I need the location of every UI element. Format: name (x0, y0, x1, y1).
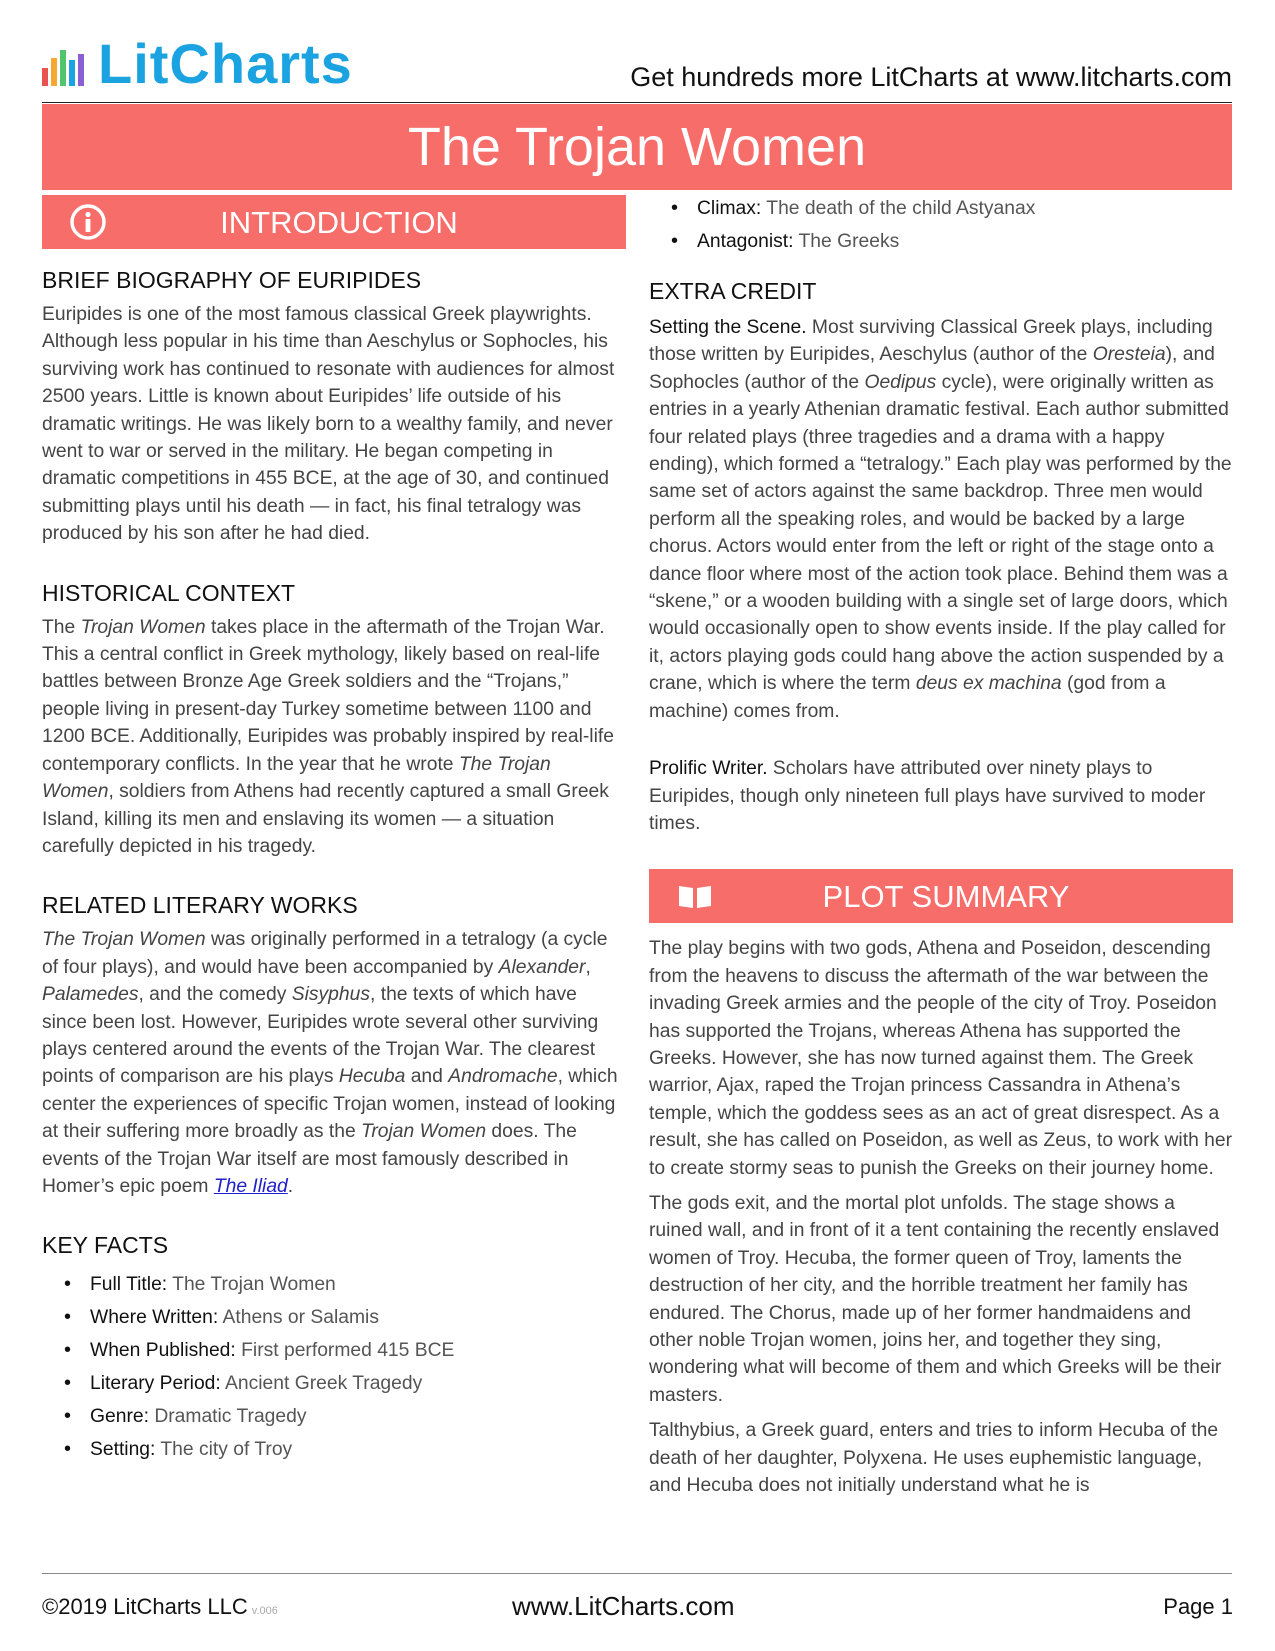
plot-paragraph: The gods exit, and the mortal plot unfolds. The stage shows a ruined wall, and in front of it a tent containing the recently enslaved women of Troy. Hecuba, the former queen of Troy, laments the destruction of her city, and the horrible treatment her family has endured. The Chorus, made up of her former handmaidens and other noble Trojan women, joins her, and together they sing, wondering what will become of them and which Greeks will be their masters. (649, 1192, 1222, 1406)
plot-paragraph: The play begins with two gods, Athena and Poseidon, descending from the heavens to discuss the aftermath of the war between the invading Greek armies and the people of the city of Troy. Poseidon has supported the Trojans, whereas Athena has supported the Greeks. However, she has now turned against them. The Greek warrior, Ajax, raped the Trojan princess Cassandra in Athena’s temple, which the goddess sees as an act of great disrespect. As a result, she has called on Poseidon, as well as Zeus, to work with her to create stormy seas to punish the Greeks on their journey home. (649, 938, 1233, 1179)
list-item: • Climax: The death of the child Astyanax (697, 192, 1233, 225)
key-facts-list (42, 1268, 626, 1466)
footer-copyright: ©2019 LitCharts LLC v.006 (42, 1594, 278, 1619)
plot-paragraph: Talthybius, a Greek guard, enters and tries to inform Hecuba of the death of her daughter, Polyxena. He uses euphemistic language, and Hecuba does not initially understand what he is (649, 1420, 1219, 1497)
list-item: • Where Written: Athens or Salamis (90, 1301, 626, 1334)
key-facts-heading: KEY FACTS (42, 1232, 169, 1259)
bio-text: Euripides is one of the most famous classical Greek playwrights. Although less popular in his time than Aeschylus or Sophocles, his surviving work has continued to resonate with audiences for almost 2500 years. Little is known about Euripides’ life outside of his dramatic writings. He was likely born to a wealthy family, and never went to war or served in the military. He began competing in dramatic competitions in 455 BCE, at the age of 30, and continued submitting plays until his death — in fact, his final tetralogy was produced by his son after he had died. (42, 304, 615, 545)
plot-summary-title: PLOT SUMMARY (822, 879, 1070, 915)
version-label: v.006 (251, 1605, 278, 1617)
list-item: • When Published: First performed 415 BCE (90, 1334, 626, 1367)
iliad-link[interactable]: The Iliad (213, 1175, 288, 1197)
list-item: • Literary Period: Ancient Greek Tragedy (90, 1367, 626, 1400)
setting-the-scene-text: Setting the Scene. Most surviving Classical Greek plays, including those written by Euripides, Aeschylus (author of the Oresteia), and Sophocles (author of the Oedipus cycle), were originally written as entries in a yearly Athenian dramatic festival. Each author submitted four related plays (three tragedies and a drama with a happy ending), which formed a “tetralogy.” Each play was performed by the same set of actors against the same backdrop. Three men would perform all the speaking roles, and would be backed by a large chorus. Actors would enter from the left or right of the stage onto a dance floor where most of the action took place. Behind them was a “skene,” or a wooden building with a single set of large doors, which would occasionally open to show events inside. If the play called for it, actors playing gods could hang above the action suspended by a crane, which is where the term deus ex machina (god from a machine) comes from. (649, 317, 1232, 722)
bio-heading: BRIEF BIOGRAPHY OF EURIPIDES (42, 267, 422, 293)
historical-text: The Trojan Women takes place in the aftermath of the Trojan War. This a central conflict in Greek mythology, likely based on real-life battles between Bronze Age Greek soldiers and the “Trojans,” people living in present-day Turkey sometime between 1100 and 1200 BCE. Additionally, Euripides was probably inspired by real-life contemporary conflicts. In the year that he wrote The Trojan Women, soldiers from Athens had recently captured a small Greek Island, killing its men and enslaving its women — a situation carefully depicted in his tragedy. (42, 616, 614, 857)
introduction-title: INTRODUCTION (220, 205, 458, 240)
footer-site-link[interactable]: www.LitCharts.com (512, 1591, 735, 1621)
related-text: The Trojan Women was originally performed in a tetralogy (a cycle of four plays), and would have been accompanied by Alexander, Palamedes, and the comedy Sisyphus, the texts of which have since been lost. However, Euripides wrote several other surviving plays centered around the events of the Trojan War. The clearest points of comparison are his plays Hecuba and Andromache, which center the experiences of specific Trojan women, instead of looking at their suffering more broadly as the Trojan Women does. The events of the Trojan War itself are most famously described in Homer’s epic poem The Iliad. (42, 929, 618, 1197)
list-item: • Full Title: The Trojan Women (90, 1268, 626, 1301)
left-column (42, 195, 626, 1466)
historical-heading: HISTORICAL CONTEXT (42, 579, 296, 606)
key-facts-list-continued (649, 192, 1233, 258)
right-column (649, 195, 1233, 1499)
list-item: • Setting: The city of Troy (90, 1433, 626, 1466)
page-number: Page 1 (1163, 1594, 1233, 1619)
list-item: • Antagonist: The Greeks (697, 225, 1233, 258)
related-heading: RELATED LITERARY WORKS (42, 892, 358, 919)
page-title: The Trojan Women (407, 117, 867, 177)
header-divider (42, 102, 1232, 103)
logo-wordmark[interactable]: LitCharts (98, 32, 353, 95)
extra-credit-heading: EXTRA CREDIT (649, 278, 817, 304)
introduction-section-bar (42, 195, 626, 249)
title-banner (42, 104, 1232, 190)
prolific-writer-text: Prolific Writer. Scholars have attributed over ninety plays to Euripides, though only nineteen full plays have survived to moder times. (649, 758, 1206, 834)
litcharts-logo-icon (42, 46, 92, 86)
plot-summary-section-bar (649, 869, 1233, 923)
header-tagline: Get hundreds more LitCharts at www.litcharts.com (630, 62, 1232, 92)
list-item: • Genre: Dramatic Tragedy (90, 1400, 626, 1433)
footer-divider (42, 1573, 1232, 1574)
page-header (42, 32, 1232, 104)
